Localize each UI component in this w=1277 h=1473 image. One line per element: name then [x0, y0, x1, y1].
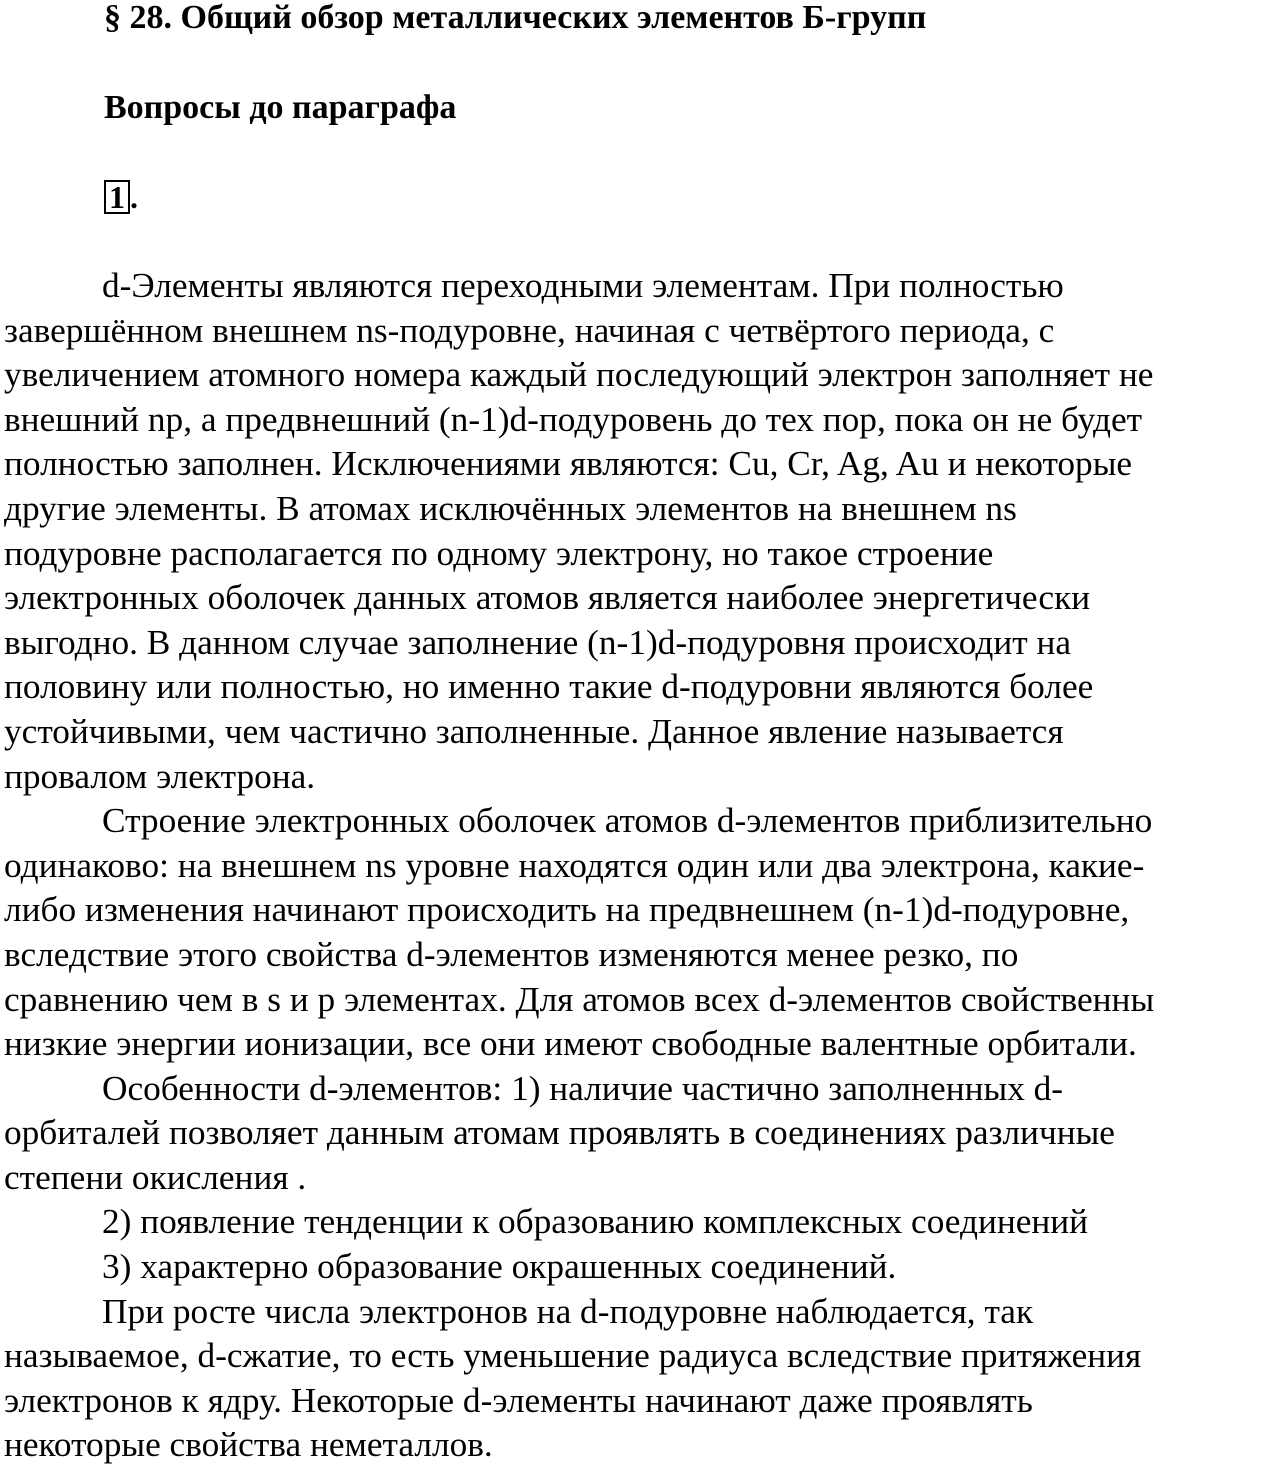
text-line: внешний np, а предвнешний (n-1)d-подуровень до тех пор, пока он не будет — [4, 399, 1143, 439]
section-subtitle: Вопросы до параграфа — [104, 89, 457, 126]
question-number-box: 1 — [104, 180, 130, 214]
text-line: половину или полностью, но именно такие d-подуровни являются более — [4, 667, 1094, 707]
text-line: подуровне располагается по одному электрону, но такое строение — [4, 533, 994, 573]
section-title: § 28. Общий обзор металлических элементов Б-групп — [104, 0, 927, 36]
text-line: провалом электрона. — [4, 756, 316, 796]
text-line: сравнению чем в s и p элементах. Для атомов всех d-элементов свойственны — [4, 979, 1155, 1019]
question-number-suffix: . — [130, 179, 138, 215]
text-line: электронных оболочек данных атомов является наиболее энергетически — [4, 578, 1091, 618]
text-line: завершённом внешнем ns-подуровне, начиная с четвёртого периода, с — [4, 310, 1055, 350]
text-line: либо изменения начинают происходить на предвнешнем (n-1)d-подуровне, — [4, 890, 1130, 930]
text-line: 2) появление тенденции к образованию комплексных соединений — [102, 1202, 1089, 1242]
text-line: называемое, d-сжатие, то есть уменьшение радиуса вследствие притяжения — [4, 1336, 1142, 1376]
answer-text — [4, 264, 1276, 1468]
text-line: одинаково: на внешнем ns уровне находятся один или два электрона, какие- — [4, 845, 1145, 885]
text-line: вследствие этого свойства d-элементов изменяются менее резко, по — [4, 934, 1019, 974]
text-line: 3) характерно образование окрашенных соединений. — [102, 1247, 897, 1287]
text-line: орбиталей позволяет данным атомам проявлять в соединениях различные — [4, 1113, 1115, 1153]
text-line: Особенности d-элементов: 1) наличие частично заполненных d- — [102, 1068, 1064, 1108]
text-line: При росте числа электронов на d-подуровне наблюдается, так — [102, 1291, 1034, 1331]
text-line: другие элементы. В атомах исключённых элементов на внешнем ns — [4, 488, 1017, 528]
text-line: полностью заполнен. Исключениями являются: Cu, Cr, Ag, Au и некоторые — [4, 444, 1133, 484]
text-line: увеличением атомного номера каждый последующий электрон заполняет не — [4, 355, 1154, 395]
text-line: d-Элементы являются переходными элементам. При полностью — [102, 266, 1064, 305]
text-line: степени окисления . — [4, 1157, 307, 1197]
question-number — [104, 180, 138, 214]
text-line: устойчивыми, чем частично заполненные. Данное явление называется — [4, 711, 1064, 751]
text-line: выгодно. В данном случае заполнение (n-1)d-подуровня происходит на — [4, 622, 1072, 662]
text-line: Строение электронных оболочек атомов d-элементов приблизительно — [102, 801, 1153, 841]
text-line: некоторые свойства неметаллов. — [4, 1425, 493, 1465]
text-line: электронов к ядру. Некоторые d-элементы начинают даже проявлять — [4, 1380, 1033, 1420]
text-line: низкие энергии ионизации, все они имеют свободные валентные орбитали. — [4, 1024, 1137, 1064]
